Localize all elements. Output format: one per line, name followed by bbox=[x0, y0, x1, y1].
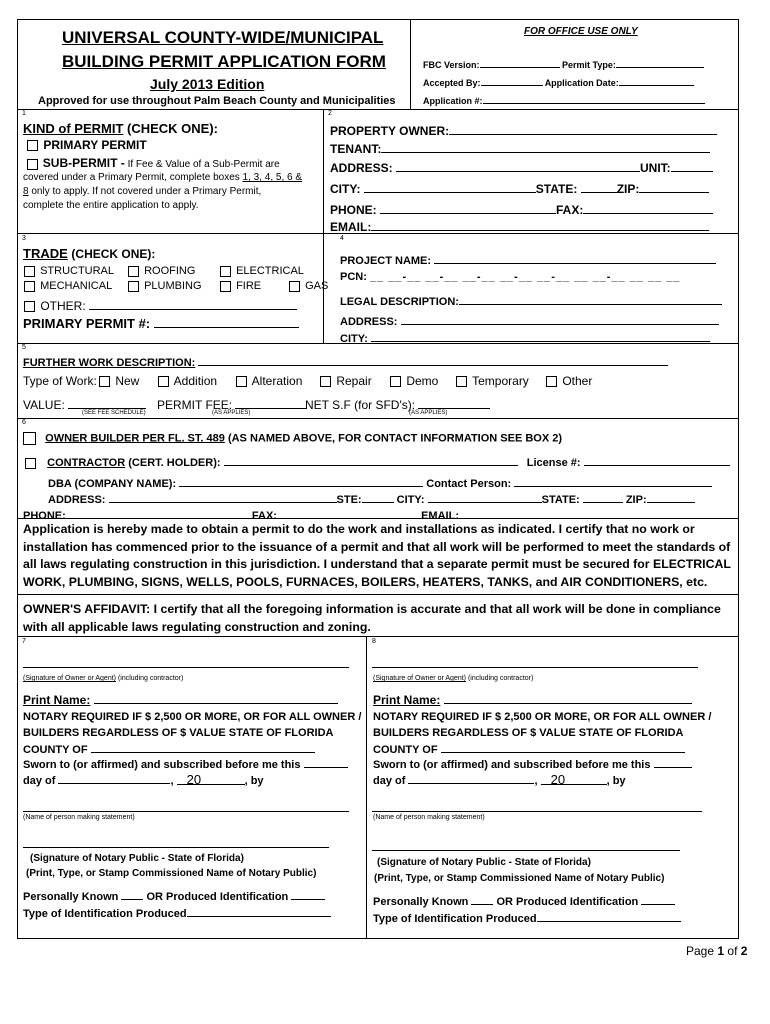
pcn-field[interactable]: PCN: __ __-__ __-__ __-__ __-__ __-__ __ __-__ __ __ __ bbox=[340, 271, 681, 283]
header-divider bbox=[17, 109, 739, 110]
contractor-phone-field[interactable]: PHONE: FAX: EMAIL: bbox=[23, 506, 707, 522]
office-fbc-version: FBC Version: Permit Type: bbox=[423, 55, 704, 70]
owner-signature-line[interactable] bbox=[372, 667, 698, 668]
office-divider bbox=[410, 19, 411, 110]
checkbox-icon[interactable] bbox=[220, 281, 231, 292]
notary-signature-label: (Signature of Notary Public - State of Florida) bbox=[377, 857, 591, 868]
checkbox-icon[interactable] bbox=[390, 376, 401, 387]
work-type-other[interactable]: Other bbox=[546, 374, 592, 388]
print-name-field[interactable]: Print Name: bbox=[373, 691, 692, 707]
form-title-line1: UNIVERSAL COUNTY-WIDE/MUNICIPAL bbox=[62, 28, 384, 47]
box5-number: 5 bbox=[22, 344, 26, 351]
checkbox-icon[interactable] bbox=[158, 376, 169, 387]
trade-structural[interactable]: STRUCTURAL bbox=[24, 265, 114, 277]
form-approved: Approved for use throughout Palm Beach County and Municipalities bbox=[38, 95, 396, 107]
as-applies-note: (AS APPLIES) bbox=[409, 410, 448, 416]
office-accepted-by: Accepted By: Application Date: bbox=[423, 73, 694, 88]
type-of-id-field[interactable]: Type of Identification Produced bbox=[373, 909, 681, 925]
notary-required-note: NOTARY REQUIRED IF $ 2,500 OR MORE, OR FOR ALL OWNER / BUILDERS REGARDLESS OF $ VALUE STATE OF FLORIDA bbox=[23, 711, 362, 739]
box3-number: 3 bbox=[22, 235, 26, 242]
personally-known-field[interactable]: Personally Known OR Produced Identification bbox=[373, 892, 675, 908]
net-sf-field[interactable]: NET S.F (for SFD's): bbox=[305, 396, 490, 412]
work-type-alteration[interactable]: Alteration bbox=[236, 374, 302, 388]
owner-email-field[interactable]: EMAIL: bbox=[330, 218, 709, 234]
sub-permit-option[interactable]: SUB-PERMIT - If Fee & Value of a Sub-Permit are bbox=[27, 156, 280, 170]
checkbox-icon[interactable] bbox=[546, 376, 557, 387]
day-of-field[interactable]: day of , 20 , by bbox=[373, 772, 626, 787]
box6-number: 6 bbox=[22, 419, 26, 426]
checkbox-icon[interactable] bbox=[320, 376, 331, 387]
page-number: Page 1 of 2 bbox=[686, 944, 748, 958]
trade-gas[interactable]: GAS bbox=[289, 280, 328, 292]
checkbox-icon[interactable] bbox=[128, 266, 139, 277]
notary-print-label: (Print, Type, or Stamp Commissioned Name of Notary Public) bbox=[374, 873, 665, 884]
primary-permit-number-field[interactable]: PRIMARY PERMIT #: bbox=[23, 315, 299, 331]
day-of-field[interactable]: day of , 20 , by bbox=[23, 772, 264, 787]
property-owner-field[interactable]: PROPERTY OWNER: bbox=[330, 122, 717, 138]
checkbox-icon[interactable] bbox=[128, 281, 139, 292]
box5-bottom bbox=[17, 418, 739, 419]
trade-electrical[interactable]: ELECTRICAL bbox=[220, 265, 304, 277]
office-application-no: Application #: bbox=[423, 91, 705, 106]
owner-address-field[interactable]: ADDRESS: UNIT: bbox=[330, 159, 713, 175]
work-type-demo[interactable]: Demo bbox=[390, 374, 438, 388]
notary-signature-line[interactable] bbox=[23, 847, 329, 848]
box1-number: 1 bbox=[22, 110, 26, 117]
owner-signature-label: (Signature of Owner or Agent) (including contractor) bbox=[23, 675, 184, 682]
trade-fire[interactable]: FIRE bbox=[220, 280, 261, 292]
project-name-field[interactable]: PROJECT NAME: bbox=[340, 251, 716, 267]
trade-heading: TRADE (CHECK ONE): bbox=[23, 246, 156, 261]
form-title-line2: BUILDING PERMIT APPLICATION FORM bbox=[62, 52, 386, 71]
trade-plumbing[interactable]: PLUMBING bbox=[128, 280, 202, 292]
sub-permit-note: 8 only to apply. If not covered under a Primary Permit, bbox=[23, 186, 262, 197]
form-edition: July 2013 Edition bbox=[150, 76, 265, 92]
work-type-new[interactable]: New bbox=[99, 374, 139, 388]
type-of-work-label: Type of Work: bbox=[23, 374, 97, 388]
print-name-field[interactable]: Print Name: bbox=[23, 691, 338, 707]
notary-required-note: NOTARY REQUIRED IF $ 2,500 OR MORE, OR FOR ALL OWNER / BUILDERS REGARDLESS OF $ VALUE STATE OF FLORIDA bbox=[373, 711, 712, 739]
owners-affidavit: OWNER'S AFFIDAVIT: I certify that all the foregoing information is accurate and that all work will be done in compliance with all applicable laws regulating construction and zoning. bbox=[23, 602, 721, 634]
checkbox-icon[interactable] bbox=[220, 266, 231, 277]
value-field[interactable]: VALUE: bbox=[23, 396, 146, 412]
checkbox-icon[interactable] bbox=[24, 266, 35, 277]
box78-divider bbox=[366, 636, 367, 939]
checkbox-icon[interactable] bbox=[289, 281, 300, 292]
county-of-field[interactable]: COUNTY OF bbox=[23, 740, 315, 756]
owner-builder-option[interactable]: OWNER BUILDER PER FL. ST. 489 (AS NAMED ABOVE, FOR CONTACT INFORMATION SEE BOX 2) bbox=[23, 432, 562, 445]
affidavit-bottom bbox=[17, 636, 739, 637]
name-of-person-line[interactable] bbox=[372, 811, 702, 812]
box8-number: 8 bbox=[372, 638, 376, 645]
checkbox-icon[interactable] bbox=[24, 281, 35, 292]
statement-text: Application is hereby made to obtain a permit to do the work and installations as indicated. I certify that no work or installation has commenced prior to the issuance of a permit and that all work will be performed to meet the standards of all laws regulating construction in this jurisdiction. I understand that a separate permit must be secured for ELECTRICAL WORK, PLUMBING, SIGNS, WELLS, POOLS, FURNACES, BOILERS, HEATERS, TANKS, and AIR CONDITIONERS, etc. bbox=[23, 522, 731, 589]
work-type-repair[interactable]: Repair bbox=[320, 374, 372, 388]
contractor-option[interactable]: CONTRACTOR (CERT. HOLDER): License #: bbox=[25, 453, 730, 469]
owner-phone-field[interactable]: PHONE: FAX: bbox=[330, 201, 713, 217]
checkbox-icon[interactable] bbox=[25, 458, 36, 469]
box7-number: 7 bbox=[22, 638, 26, 645]
permit-fee-field[interactable]: PERMIT FEE: bbox=[157, 396, 307, 412]
contractor-address-field[interactable]: ADDRESS: STE: CITY: STATE: ZIP: bbox=[48, 490, 695, 506]
notary-signature-line[interactable] bbox=[372, 850, 680, 851]
personally-known-field[interactable]: Personally Known OR Produced Identification bbox=[23, 887, 325, 903]
type-of-id-field[interactable]: Type of Identification Produced bbox=[23, 904, 331, 920]
trade-roofing[interactable]: ROOFING bbox=[128, 265, 195, 277]
notary-print-label: (Print, Type, or Stamp Commissioned Name of Notary Public) bbox=[26, 868, 317, 879]
checkbox-icon[interactable] bbox=[24, 301, 35, 312]
checkbox-icon[interactable] bbox=[99, 376, 110, 387]
work-type-addition[interactable]: Addition bbox=[158, 374, 217, 388]
sub-permit-note: covered under a Primary Permit, complete boxes 1, 3, 4, 5, 6 & bbox=[23, 172, 303, 183]
kind-of-permit-heading: KIND of PERMIT (CHECK ONE): bbox=[23, 121, 219, 136]
further-work-field[interactable]: FURTHER WORK DESCRIPTION: bbox=[23, 353, 668, 369]
statement-bottom bbox=[17, 594, 739, 595]
box4-number: 4 bbox=[340, 235, 344, 242]
box12-divider bbox=[323, 109, 324, 344]
county-of-field[interactable]: COUNTY OF bbox=[373, 740, 685, 756]
as-applies-note: (AS APPLIES) bbox=[212, 410, 251, 416]
checkbox-icon[interactable] bbox=[27, 159, 38, 170]
primary-permit-option[interactable]: PRIMARY PERMIT bbox=[27, 138, 147, 152]
checkbox-icon[interactable] bbox=[236, 376, 247, 387]
sworn-field[interactable]: Sworn to (or affirmed) and subscribed before me this bbox=[373, 755, 692, 771]
owner-city-field[interactable]: CITY: STATE: ZIP: bbox=[330, 180, 709, 196]
name-of-person-label: (Name of person making statement) bbox=[373, 814, 485, 821]
sworn-field[interactable]: Sworn to (or affirmed) and subscribed before me this bbox=[23, 755, 348, 771]
sub-permit-note: complete the entire application to apply. bbox=[23, 200, 199, 211]
checkbox-icon[interactable] bbox=[27, 140, 38, 151]
name-of-person-line[interactable] bbox=[23, 811, 349, 812]
office-title: FOR OFFICE USE ONLY bbox=[524, 26, 638, 37]
notary-signature-label: (Signature of Notary Public - State of Florida) bbox=[30, 853, 244, 864]
see-fee-schedule-note: (SEE FEE SCHEDULE) bbox=[82, 410, 146, 416]
box2-number: 2 bbox=[328, 110, 332, 117]
project-city-field[interactable]: CITY: bbox=[340, 329, 710, 345]
work-type-temporary[interactable]: Temporary bbox=[456, 374, 529, 388]
owner-signature-line[interactable] bbox=[23, 667, 349, 668]
checkbox-icon[interactable] bbox=[23, 432, 36, 445]
checkbox-icon[interactable] bbox=[456, 376, 467, 387]
box1-bottom bbox=[17, 233, 323, 234]
tenant-field[interactable]: TENANT: bbox=[330, 140, 710, 156]
project-address-field[interactable]: ADDRESS: bbox=[340, 312, 719, 328]
trade-mechanical[interactable]: MECHANICAL bbox=[24, 280, 112, 292]
name-of-person-label: (Name of person making statement) bbox=[23, 814, 135, 821]
trade-other[interactable]: OTHER: bbox=[24, 297, 297, 313]
dba-field[interactable]: DBA (COMPANY NAME): Contact Person: bbox=[48, 474, 712, 490]
legal-description-field[interactable]: LEGAL DESCRIPTION: bbox=[340, 292, 722, 308]
owner-signature-label: (Signature of Owner or Agent) (including contractor) bbox=[373, 675, 534, 682]
